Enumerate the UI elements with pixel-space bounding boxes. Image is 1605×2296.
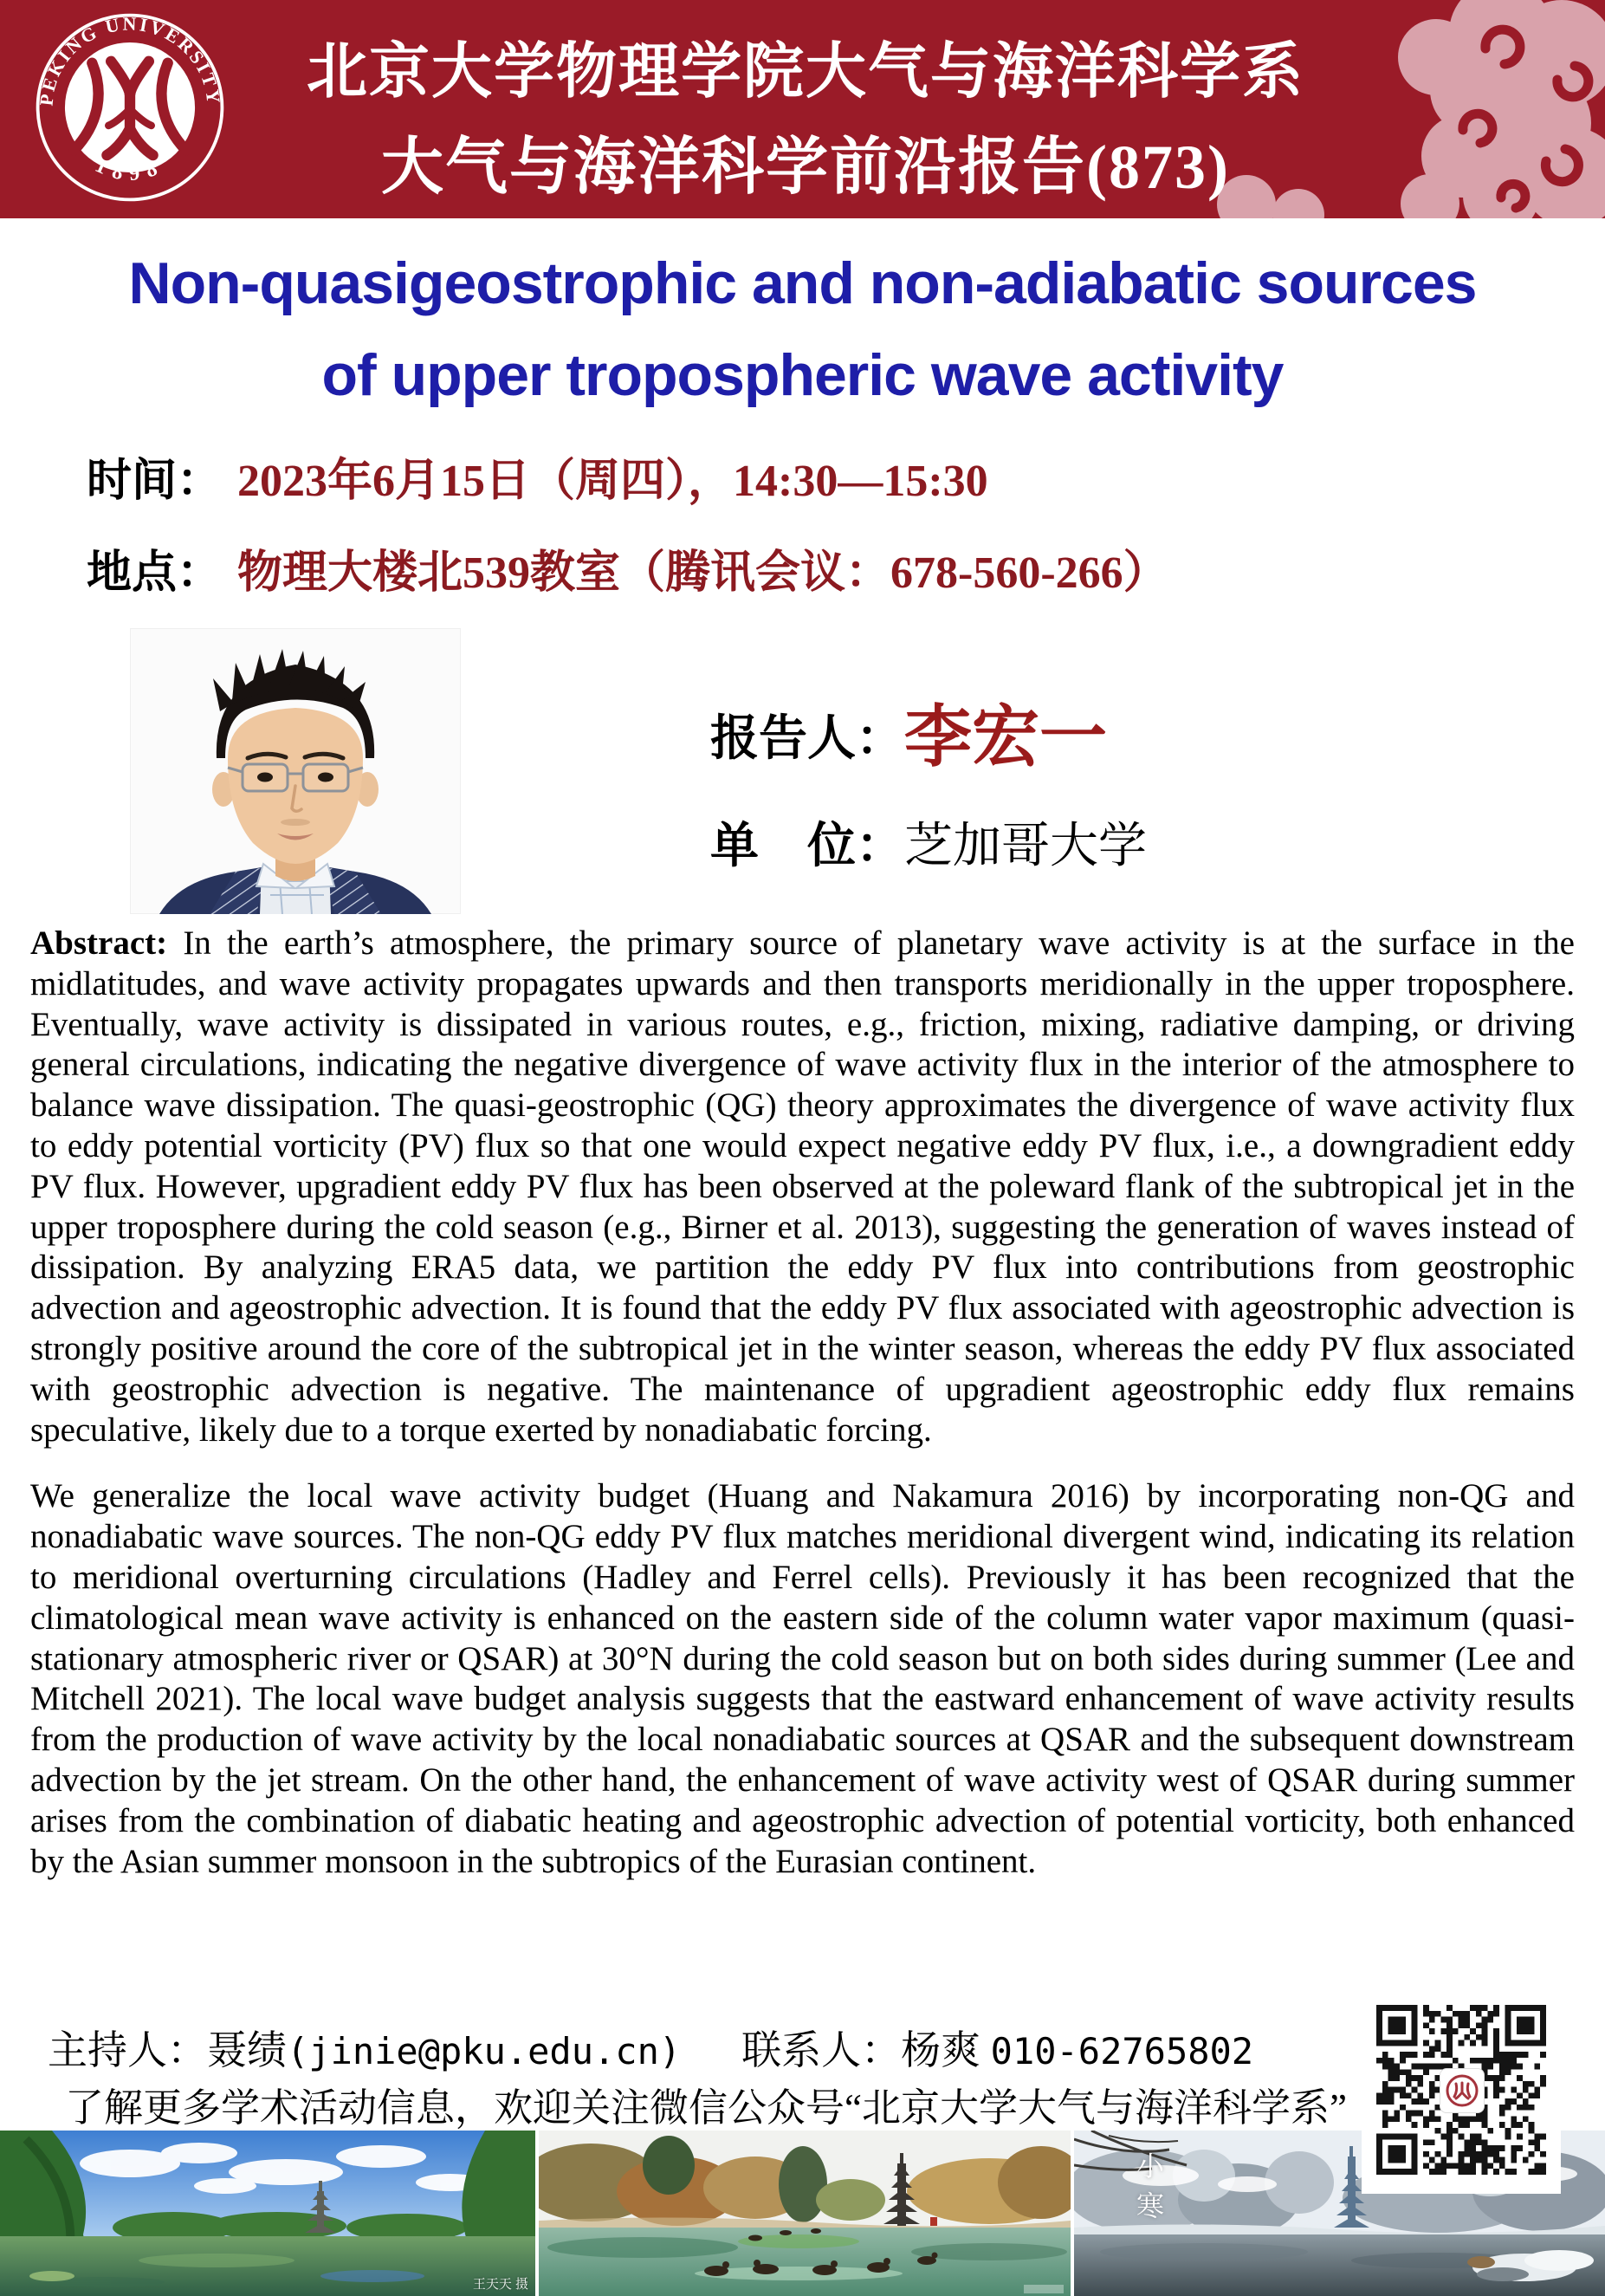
contact-name: 杨爽 [901,2028,981,2072]
talk-title-line1: Non-quasigeostrophic and non-adiabatic sources [128,250,1477,316]
place-value: 物理大楼北539教室（腾讯会议：678-560-266） [237,548,1168,598]
wechat-notice: 了解更多学术活动信息，欢迎关注微信公众号“北京大学大气与海洋科学系” [65,2086,1347,2130]
abstract-paragraph-1 [30,924,1575,1450]
speaker-affiliation-row [710,807,1147,877]
place-label: 地点： [87,548,223,598]
talk-title-line2: of upper tropospheric wave activity [321,342,1284,408]
host-name: 聂绩 [207,2028,287,2072]
photo-credit-watermark: 王天天 摄 [472,2277,528,2292]
peking-university-logo [31,9,229,206]
campus-photo-autumn [539,2131,1071,2296]
contact-label: 联系人： [741,2028,902,2072]
qr-center-logo [1440,2068,1485,2113]
speaker-affiliation-label: 单 位： [710,820,904,873]
abstract-label: Abstract: [30,924,168,962]
speaker-photo [130,628,461,914]
logo-year-text: 1898 [91,153,169,186]
header-department-line: 北京大学物理学院大气与海洋科学系 [307,39,1304,106]
abstract-paragraph-2: We generalize the local wave activity budget (Huang and Nakamura 2016) by incorporating non-QG and nonadiabatic wave sources. The non-QG eddy PV flux matches meridional divergent wind, indicating its relation to meridional overturning circulations (Hadley and Ferrel cells). Previously it has been recognized that the climatological mean wave activity is enhanced on the eastern side of the column water vapor maximum (quasi-stationary atmospheric river or QSAR) at 30°N during the cold season but on both sides during summer (Lee and Mitchell 2021). The local wave budget analysis suggests that the eastward enhancement of wave activity results from the production of wave activity by the local nonadiabatic sources at QSAR and the subsequent downstream advection by the jet stream. On the other hand, the enhancement of wave activity west of QSAR during summer arises from the combination of diabatic heating and ageostrophic advection of potential vorticity, both enhanced by the Asian summer monsoon in the subtropics of the Eurasian continent. [30,1477,1575,1880]
header-banner [0,0,1605,218]
abstract-section [30,924,1575,1908]
time-row [87,444,988,509]
host-label: 主持人： [48,2028,207,2072]
header-series-line: 大气与海洋科学前沿报告(873) [381,133,1230,202]
time-label: 时间： [87,457,223,506]
speaker-name-label: 报告人： [710,712,904,766]
contact-phone: 010-62765802 [990,2030,1254,2072]
host-email: (jinie@pku.edu.cn) [287,2030,682,2072]
contacts-row [48,2019,1253,2076]
wechat-qr-code [1362,1986,1561,2194]
abstract-paragraph-1-text: In the earth’s atmosphere, the primary source of planetary wave activity is at the surface in the midlatitudes, and wave activity propagates upwards and then transports meridionally in the upper troposphere. Eventually, wave activity is dissipated in various routes, e.g., friction, mixing, radiative damping, or driving general circulations, indicating the negative divergence of wave activity flux in the interior of the atmosphere to balance wave dissipation. The quasi-geostrophic (QG) theory approximates the divergence of wave activity flux to eddy potential vorticity (PV) flux so that one would expect negative eddy PV flux, i.e., a downgradient eddy PV flux. However, upgradient eddy PV flux has been observed at the poleward flank of the subtropical jet in the upper troposphere during the cold season (e.g., Birner et al. 2013), suggesting the generation of waves instead of dissipation. By analyzing ERA5 data, we partition the eddy PV flux into contributions from geostrophic advection and ageostrophic advection. It is found that the eddy PV flux associated with ageostrophic advection is strongly positive around the core of the subtropical jet in the winter season, whereas the eddy PV flux associated with geostrophic advection is negative. The maintenance of upgradient ageostrophic eddy flux remains speculative, likely due to a torque exerted by nonadiabatic forcing. [30,924,1575,1449]
speaker-name-row [710,683,1107,780]
time-value: 2023年6月15日（周四），14:30—15:30 [237,457,988,506]
logo-ring-text: PEKING UNIVERSITY [36,13,224,107]
speaker-name: 李宏一 [904,699,1108,775]
place-row [87,535,1168,600]
winter-solar-term-label: 小寒 [1133,2151,1164,2231]
campus-photo-spring [0,2131,535,2296]
speaker-affiliation: 芝加哥大学 [904,820,1147,873]
